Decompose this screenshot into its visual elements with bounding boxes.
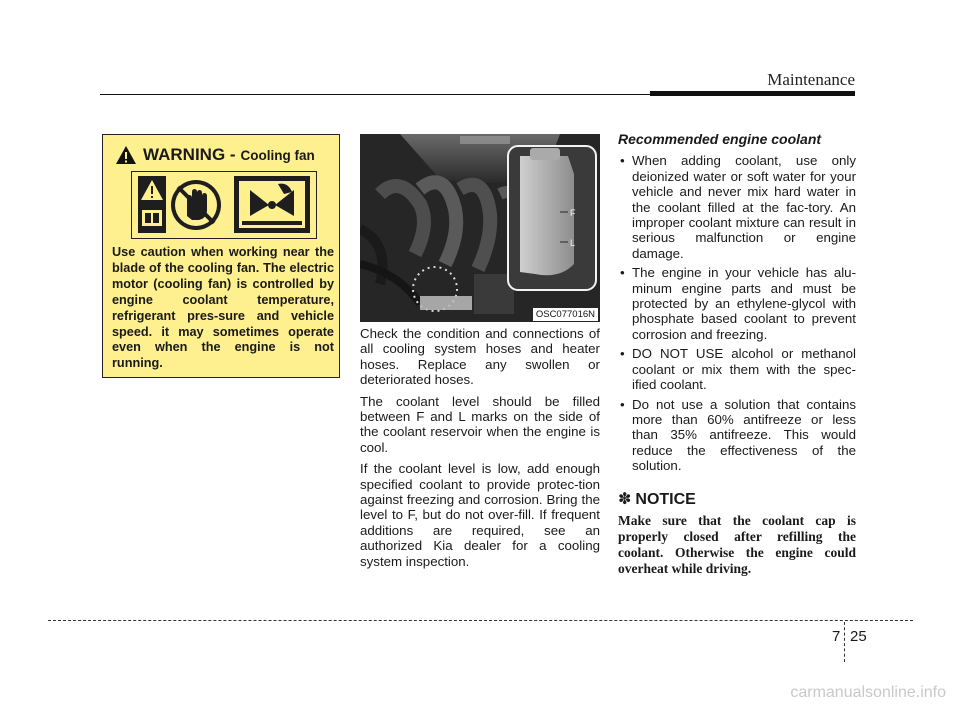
list-item — [618, 397, 856, 474]
bullet-icon: • — [620, 265, 625, 281]
engine-coolant-photo — [360, 134, 600, 322]
notice-star-icon: ✽ — [618, 490, 632, 508]
figure-caption: OSC077016N — [533, 308, 598, 321]
list-item-text: Do not use a solution that contains more than 60% antifreeze or less than 35% antifreeze. This would reduce the effectiveness of the solution. — [632, 396, 856, 474]
coolant-bullet-list — [618, 153, 856, 473]
list-item-text: When adding coolant, use only deionized water or soft water for your vehicle and never mix hard water in the coolant filled at the fac-tory. An improper coolant mixture can result in serious malfunction or engine damage. — [632, 153, 856, 261]
list-item-text: DO NOT USE alcohol or methanol coolant or mix them with the spec-ified coolant. — [632, 346, 856, 393]
fan-warning-label — [131, 171, 317, 239]
paragraph: Check the condition and connections of all cooling system hoses and heater hoses. Replace any swollen or deteriorated hoses. — [360, 326, 600, 388]
page-number: 25 — [850, 628, 867, 645]
chapter-number: 7 — [832, 628, 841, 645]
notice-body: Make sure that the coolant cap is properly closed after refilling the coolant. Otherwise the engine could overheat while driving. — [618, 512, 856, 576]
paragraph: The coolant level should be filled between F and L marks on the side of the coolant reservoir when the engine is cool. — [360, 393, 600, 455]
reservoir-full-mark: F — [570, 208, 576, 218]
bullet-icon: • — [620, 346, 625, 362]
list-item-text: The engine in your vehicle has alu-minum engine parts and must be protected by an ethylene-glycol with phosphate based coolant to prevent corrosion and freezing. — [632, 265, 856, 342]
notice-heading — [618, 492, 856, 507]
list-item — [618, 153, 856, 261]
warning-triangle-icon — [115, 145, 137, 165]
list-item — [618, 346, 856, 392]
paragraph: If the coolant level is low, add enough specified coolant to provide protec-tion against freezing and corrosion. Bring the level to F, but do not over-fill. If frequent additions are required, see an authorized Kia dealer for a cooling system inspection. — [360, 461, 600, 569]
fan-warning-pictogram — [132, 172, 316, 238]
footer-rule — [48, 620, 913, 621]
right-column — [618, 132, 856, 577]
bullet-icon: • — [620, 396, 625, 412]
middle-column — [360, 326, 600, 575]
watermark: carmanualsonline.info — [790, 684, 946, 701]
list-item — [618, 265, 856, 342]
page-number-separator — [844, 622, 846, 662]
warning-box — [102, 134, 340, 378]
header-bar — [650, 91, 855, 96]
bullet-icon: • — [620, 153, 625, 169]
coolant-heading: Recommended engine coolant — [618, 131, 822, 147]
warning-title: WARNING - — [143, 145, 236, 164]
section-title: Maintenance — [767, 70, 855, 89]
warning-heading — [115, 145, 315, 165]
notice-title: NOTICE — [635, 490, 696, 508]
reservoir-low-mark: L — [570, 238, 576, 248]
engine-bay-illustration — [360, 134, 600, 322]
warning-subtitle: Cooling fan — [240, 147, 315, 163]
warning-body: Use caution when working near the blade of the cooling fan. The electric motor (cooling fan) is controlled by engine coolant temperature, refrigerant pres-sure and vehicle speed. it may sometimes operate even when the engine is not running. — [112, 245, 334, 371]
